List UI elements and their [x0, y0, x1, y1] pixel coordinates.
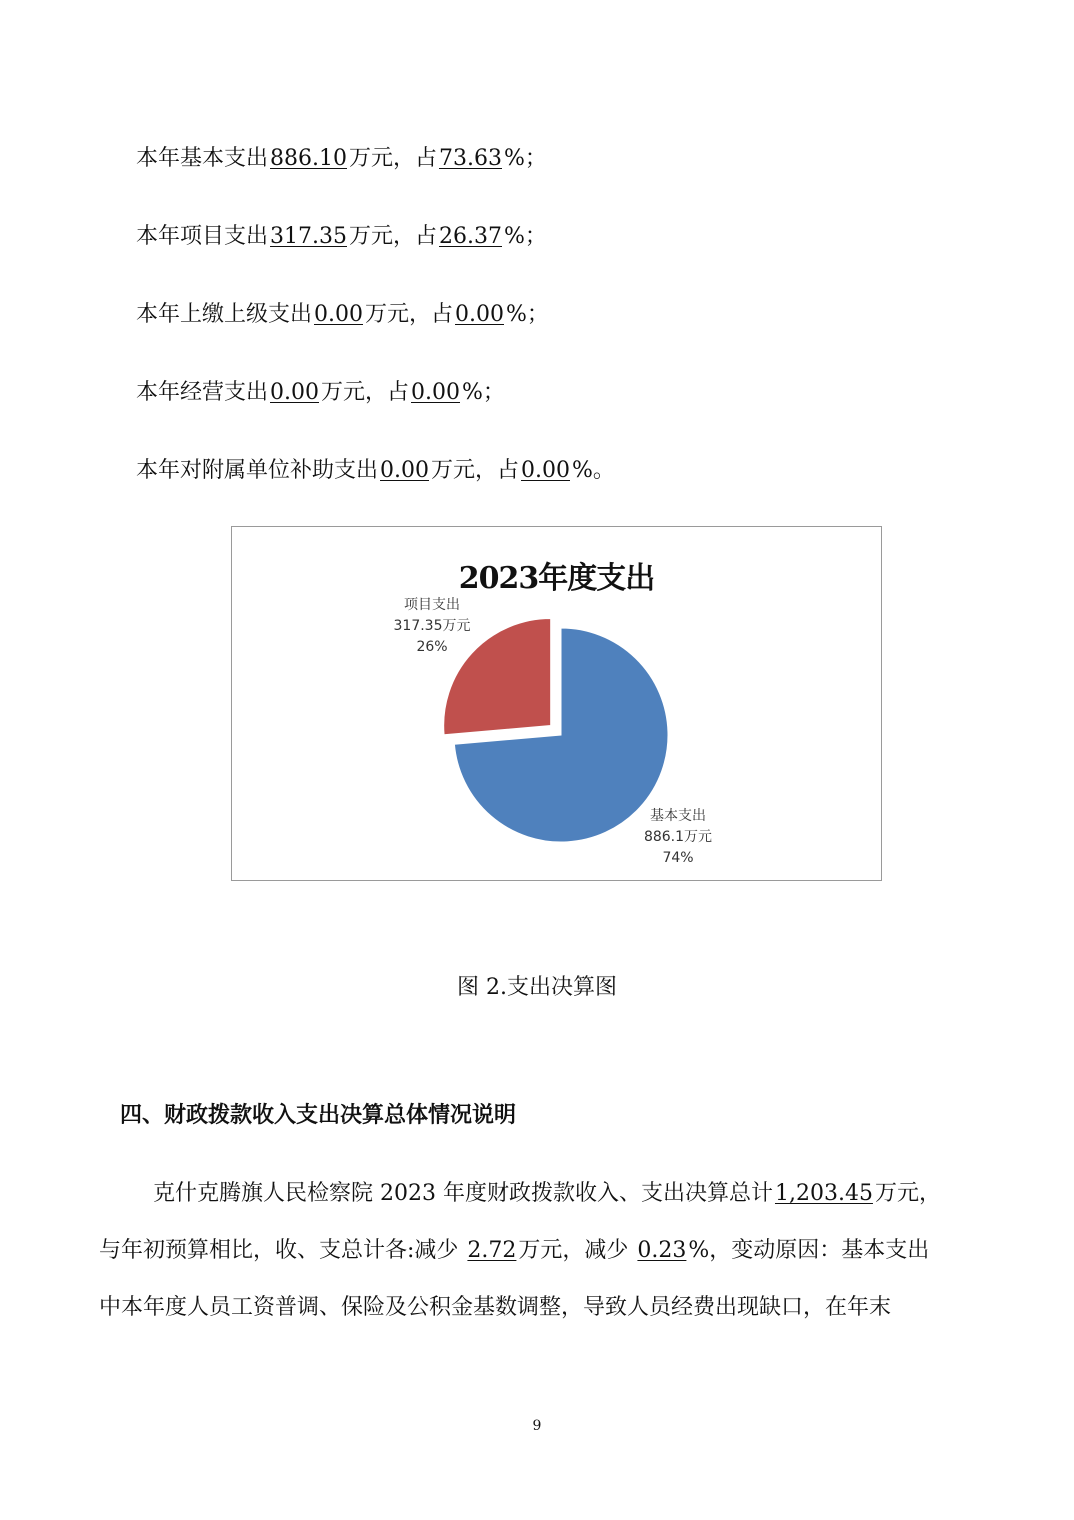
expense-percent: 73.63	[439, 146, 502, 171]
text: 克什克腾旗人民检察院 2023 年度财政拨款收入、支出决算总计	[153, 1181, 773, 1206]
slice-name: 基本支出	[650, 808, 706, 824]
expense-unit: 万元，占	[349, 146, 438, 171]
expense-line-upper	[136, 300, 549, 330]
figure-caption: 图 2.支出决算图	[457, 975, 617, 1000]
expense-tail: %；	[506, 302, 549, 327]
expense-line-basic	[136, 144, 547, 174]
slice-name: 项目支出	[404, 597, 460, 613]
text: 万元，减少	[518, 1238, 629, 1263]
chart-title: 2023年度支出	[458, 561, 655, 596]
expense-percent: 26.37	[439, 224, 502, 249]
expense-amount: 0.00	[380, 458, 429, 483]
section-heading: 四、财政拨款收入支出决算总体情况说明	[120, 1103, 517, 1128]
decrease-percent: 0.23	[637, 1238, 687, 1263]
expense-label: 本年经营支出	[136, 380, 269, 405]
paragraph-line	[99, 1222, 975, 1279]
expense-amount: 0.00	[314, 302, 363, 327]
expense-tail: %；	[504, 224, 547, 249]
slice-value: 886.1万元	[643, 829, 713, 845]
expense-unit: 万元，占	[431, 458, 520, 483]
text: 与年初预算相比，收、支总计各:减少	[99, 1238, 459, 1263]
slice-label-project	[374, 595, 490, 658]
expense-label: 本年上缴上级支出	[136, 302, 313, 327]
expense-pie-chart	[231, 526, 882, 881]
expense-label: 本年基本支出	[136, 146, 269, 171]
expense-amount: 0.00	[270, 380, 319, 405]
expense-line-subsidy	[136, 456, 615, 486]
decrease-amount: 2.72	[467, 1238, 517, 1263]
expense-percent: 0.00	[411, 380, 460, 405]
expense-amount: 317.35	[270, 224, 347, 249]
body-paragraph	[99, 1165, 975, 1336]
slice-percent: 74%	[662, 850, 694, 866]
expense-unit: 万元，占	[349, 224, 438, 249]
expense-label: 本年对附属单位补助支出	[136, 458, 379, 483]
expense-percent: 0.00	[455, 302, 504, 327]
slice-value: 317.35万元	[393, 618, 471, 634]
slice-label-basic	[620, 806, 736, 869]
total-amount: 1,203.45	[774, 1181, 873, 1206]
text: %，变动原因：基本支出	[688, 1238, 930, 1263]
slice-percent: 26%	[416, 639, 448, 655]
expense-tail: %。	[572, 458, 615, 483]
expense-line-business	[136, 378, 505, 408]
pie-svg	[232, 527, 881, 880]
text: 万元，	[874, 1181, 941, 1206]
page-number: 9	[532, 1418, 542, 1434]
expense-percent: 0.00	[521, 458, 570, 483]
expense-label: 本年项目支出	[136, 224, 269, 249]
expense-unit: 万元，占	[321, 380, 410, 405]
paragraph-line	[99, 1165, 975, 1222]
expense-unit: 万元，占	[365, 302, 454, 327]
expense-line-project	[136, 222, 547, 252]
expense-amount: 886.10	[270, 146, 347, 171]
expense-tail: %；	[504, 146, 547, 171]
expense-tail: %；	[462, 380, 505, 405]
paragraph-line: 中本年度人员工资普调、保险及公积金基数调整，导致人员经费出现缺口，在年末	[99, 1295, 892, 1320]
